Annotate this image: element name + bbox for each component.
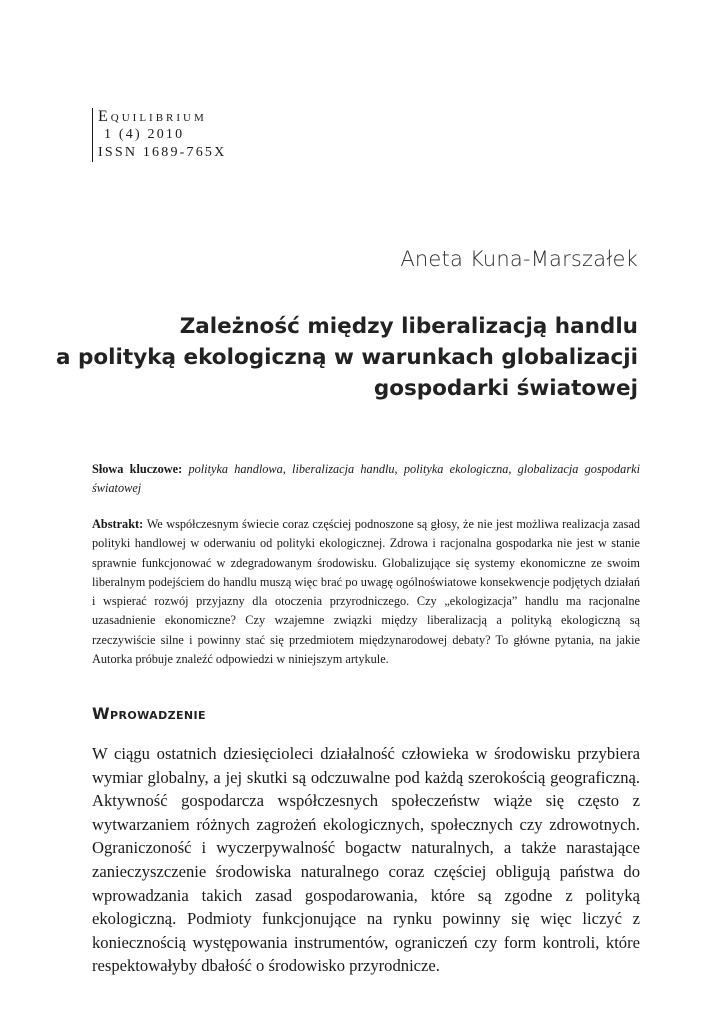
article-title [38,311,638,404]
abstract [92,515,640,669]
keywords [92,460,640,499]
title-line: Zależność między liberalizacją handlu [179,314,638,339]
abstract-label: Abstrakt: [92,517,147,531]
abstract-text: We współczesnym świecie coraz częściej podnoszone są głosy, że nie jest możliwa realizacja zasad polityki handlowej w oderwaniu od polityki ekologicznej. Zdrowa i racjonalna gospodarka nie jest w stanie sprawnie funkcjonować w zdegradowanym środowisku. Globalizujące się systemy ekonomiczne ze swoim liberalnym podejściem do handlu muszą więc brać po uwagę ogólnoświatowe konsekwencje podjętych działań i wspierać rozwój przyjazny dla otoczenia przyrodniczego. Czy „ekologizacja” handlu ma racjonalne uzasadnienie ekonomiczne? Czy wzajemne związki między liberalizacją a polityką ekologiczną są rzeczywiście silne i powinny stać się przedmiotem międzynarodowej debaty? To główne pytania, na jakie Autorka próbuje znaleźć odpowiedzi w niniejszym artykule. [92,517,640,667]
body-paragraph: W ciągu ostatnich dziesięcioleci działalność człowieka w środowisku przybiera wymiar globalny, a jej skutki są odczuwalne pod każdą szerokością geograficzną. Aktywność gospodarcza współczesnych społeczeństw wiąże się często z wytwarzaniem różnych zagrożeń ekologicznych, społecznych czy zdrowotnych. Ograniczoność i wyczerpywalność bogactw naturalnych, a także narastające zanieczyszczenie środowiska naturalnego coraz częściej obligują państwa do wprowadzania takich zasad gospodarowania, które są zgodne z polityką ekologiczną. Podmioty funkcjonujące na rynku powinny się więc liczyć z koniecznością występowania instrumentów, ograniczeń czy form kontroli, które respektowałyby dbałość o środowisko przyrodnicze. [92,744,640,976]
title-line: a polityką ekologiczną w warunkach globalizacji [56,345,638,370]
journal-issue: 1 (4) 2010 [104,127,185,142]
author-name: Aneta Kuna-Marszałek [400,247,638,271]
section-heading: Wprowadzenie [92,704,206,723]
journal-issn: ISSN 1689-765X [98,145,227,160]
keywords-label: Słowa kluczowe: [92,462,189,476]
title-line: gospodarki światowej [373,376,638,401]
journal-name: Equilibrium [98,108,207,125]
journal-info [92,108,226,162]
keywords-values: polityka handlowa, liberalizacja handlu, polityka ekologiczna, globalizacja gospodarki światowej [92,462,640,496]
